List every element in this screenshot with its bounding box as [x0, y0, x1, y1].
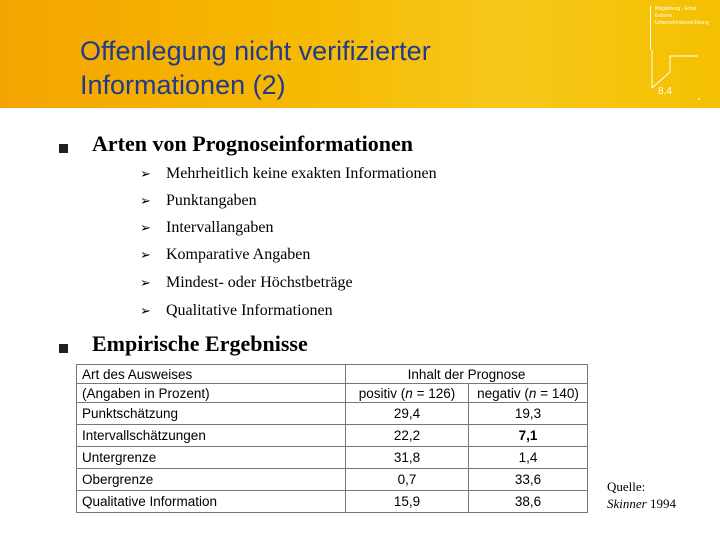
cell-positiv: 15,9: [346, 491, 469, 513]
logo-line-1: Magdeburg · Ernst: [655, 6, 697, 12]
slide-number: 8.4: [658, 86, 672, 97]
table-row: [77, 403, 588, 425]
arrow-bullet-icon: ➢: [140, 166, 151, 181]
row-label: Obergrenze: [77, 469, 346, 491]
header-bar: [0, 0, 720, 108]
source-citation: [607, 478, 676, 512]
square-bullet-icon: [59, 344, 68, 353]
table-row: [77, 425, 588, 447]
table-row: [77, 491, 588, 513]
square-bullet-icon: [59, 144, 68, 153]
arrow-bullet-icon: ➢: [140, 275, 151, 290]
list-item: ➢ Punktangaben: [140, 192, 257, 209]
cell-negativ: 19,3: [469, 403, 588, 425]
logo-graphic-icon: [650, 50, 710, 90]
cell-negativ: 33,6: [469, 469, 588, 491]
slide-title: [80, 34, 431, 102]
cell-positiv: 22,2: [346, 425, 469, 447]
table-header-row: [77, 365, 588, 384]
slide-title-line1: Offenlegung nicht verifizierter: [80, 36, 431, 66]
cell-positiv: 0,7: [346, 469, 469, 491]
arrow-bullet-icon: ➢: [140, 247, 151, 262]
table-row: [77, 469, 588, 491]
header-negativ: negativ (n = 140): [469, 384, 588, 403]
logo-mark-icon: ●: [698, 96, 701, 101]
section-heading-prognose: Arten von Prognoseinformationen: [92, 131, 414, 156]
list-item: ➢ Mindest- oder Höchstbeträge: [140, 274, 353, 291]
list-item: ➢ Komparative Angaben: [140, 246, 311, 263]
table-row: [77, 447, 588, 469]
results-table: [76, 364, 588, 513]
table-header-row: [77, 384, 588, 403]
arrow-bullet-icon: ➢: [140, 193, 151, 208]
logo-line-3: Unternehmensrechnung: [655, 20, 709, 26]
row-label: Qualitative Information: [77, 491, 346, 513]
source-year: 1994: [649, 496, 676, 511]
row-label: Untergrenze: [77, 447, 346, 469]
source-author: Skinner: [607, 496, 647, 511]
list-item: ➢ Mehrheitlich keine exakten Informationen: [140, 165, 437, 182]
cell-negativ: 1,4: [469, 447, 588, 469]
cell-positiv: 29,4: [346, 403, 469, 425]
arrow-bullet-icon: ➢: [140, 303, 151, 318]
list-item: ➢ Qualitative Informationen: [140, 302, 333, 319]
cell-negativ: 38,6: [469, 491, 588, 513]
cell-positiv: 31,8: [346, 447, 469, 469]
logo-line-2: Externe: [655, 13, 673, 19]
header-col-sublabel: (Angaben in Prozent): [77, 384, 346, 403]
row-label: Intervallschätzungen: [77, 425, 346, 447]
cell-negativ: 7,1: [469, 425, 588, 447]
source-label: Quelle:: [607, 479, 646, 494]
header-group-label: Inhalt der Prognose: [346, 365, 588, 384]
arrow-bullet-icon: ➢: [140, 220, 151, 235]
list-item: ➢ Intervallangaben: [140, 219, 274, 236]
section-heading-ergebnisse: Empirische Ergebnisse: [92, 331, 308, 356]
header-col-label: Art des Ausweises: [77, 365, 346, 384]
header-positiv: positiv (n = 126): [346, 384, 469, 403]
slide-title-line2: Informationen (2): [80, 70, 286, 100]
row-label: Punktschätzung: [77, 403, 346, 425]
